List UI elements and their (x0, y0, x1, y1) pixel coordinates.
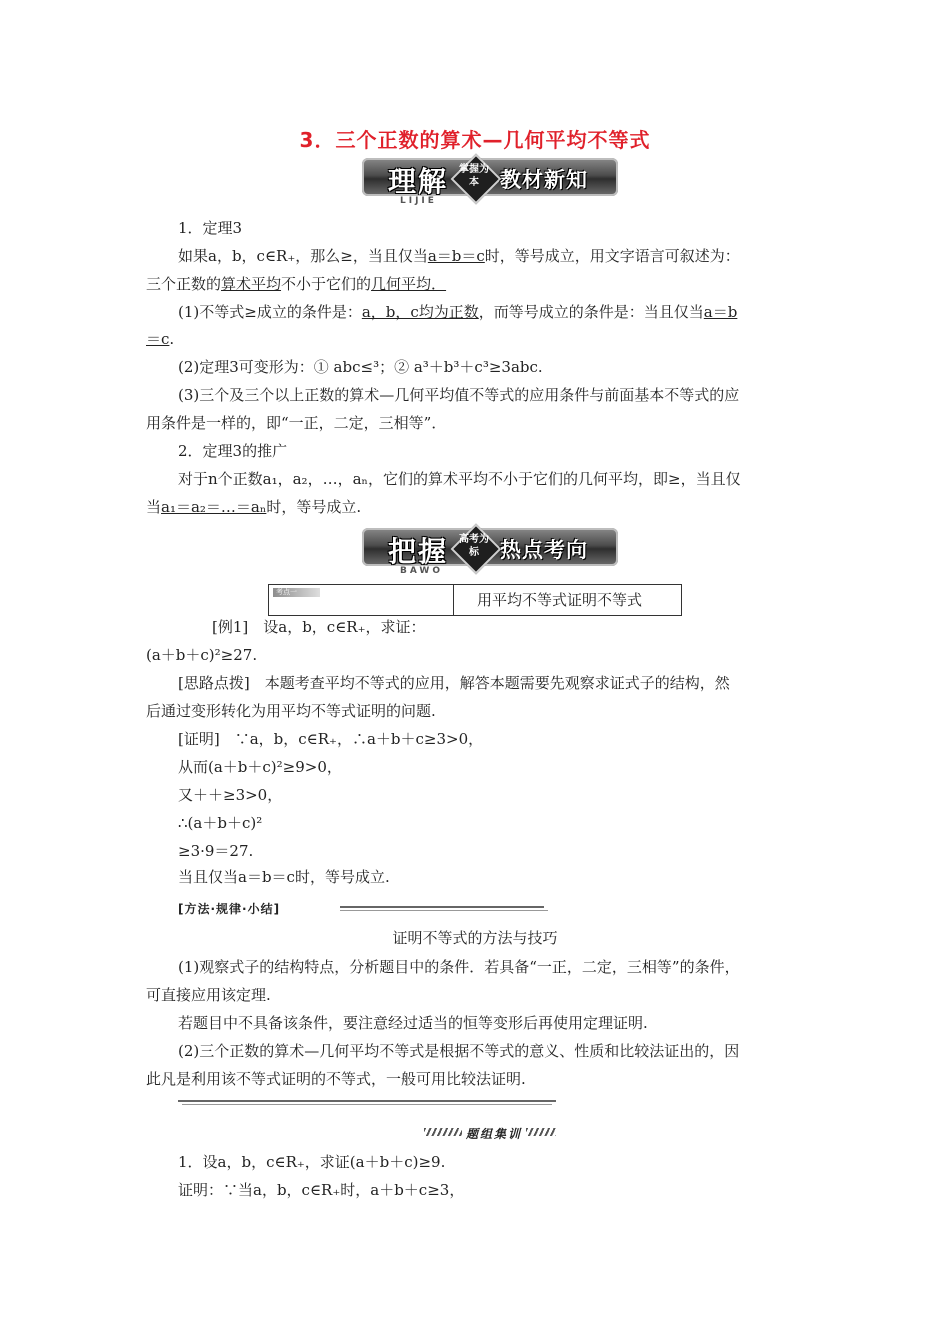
method-line: 若题目中不具备该条件，要注意经过适当的恒等变形后再使用定理证明. (178, 1014, 648, 1032)
text-line: (1)不等式≥成立的条件是：a，b，c均为正数，而等号成立的条件是：当且仅当a＝b (178, 303, 738, 321)
page-title: 3．三个正数的算术—几何平均不等式 (299, 128, 651, 152)
method-line: (2)三个正数的算术—几何平均不等式是根据不等式的意义、性质和比较法证出的，因 (178, 1042, 740, 1060)
kaodian-tag: 考点一 (273, 588, 320, 597)
proof-line: [证明] ∵a，b，c∈R₊，∴a＋b＋c≥3>0， (178, 730, 484, 748)
group-hatch-left (424, 1128, 462, 1136)
text-line: 当a₁＝a₂＝…＝aₙ时，等号成立. (146, 498, 362, 516)
proof-line: 从而(a＋b＋c)²≥9>0， (178, 758, 342, 776)
group-hatch-right (526, 1128, 556, 1136)
kaodian-divider (453, 585, 454, 615)
kaodian-box (268, 584, 682, 616)
example-prompt: [例1] 设a，b，c∈R₊，求证： (212, 618, 426, 636)
text-line: 对于n个正数a₁，a₂，…，aₙ，它们的算术平均不小于它们的几何平均，即≥，当且仅 (178, 470, 741, 488)
proof-line: ∴(a＋b＋c)² (178, 814, 263, 832)
method-line: 可直接应用该定理. (146, 986, 271, 1004)
method-top-rule (340, 906, 544, 908)
group-title: 题组集训 (466, 1127, 523, 1141)
example-statement: (a＋b＋c)²≥27. (146, 646, 258, 664)
text-line: (2)定理3可变形为：① abc≤³；② a³＋b³＋c³≥3abc. (178, 358, 543, 376)
text-line: (3)三个及三个以上正数的算术—几何平均值不等式的应用条件与前面基本不等式的应 (178, 386, 740, 404)
banner-small-text: 热点考向 (500, 538, 588, 562)
section-banner-lijie (362, 158, 618, 206)
banner-big-text: 理解 (388, 165, 449, 198)
text-line: 如果a，b，c∈R₊，那么≥，当且仅当a＝b＝c时，等号成立，用文字语言可叙述为： (178, 247, 740, 265)
method-line: 此凡是利用该不等式证明的不等式，一般可用比较法证明. (146, 1070, 526, 1088)
section-banner-bawo (362, 528, 618, 576)
text-line: ＝c. (146, 330, 175, 348)
banner-pinyin: LIJIE (400, 196, 437, 206)
banner-small-text: 教材新知 (500, 168, 588, 192)
exercise-line: 证明：∵当a，b，c∈R₊时，a＋b＋c≥3， (178, 1181, 465, 1199)
example-hint: [思路点拨] 本题考查平均不等式的应用，解答本题需要先观察求证式子的结构，然 (178, 674, 730, 692)
theorem-heading: 1．定理3 (178, 219, 243, 237)
proof-line: ≥3·9＝27. (178, 842, 254, 860)
theorem-extension-heading: 2．定理3的推广 (178, 442, 288, 460)
method-line: (1)观察式子的结构特点，分析题目中的条件．若具备“一正，二定，三相等”的条件， (178, 958, 740, 976)
banner-diamond-text: 高考为标 (459, 534, 489, 558)
text-line: 三个正数的算术平均不小于它们的几何平均． (146, 275, 447, 293)
exercise-line: 1．设a，b，c∈R₊，求证(a＋b＋c)≥9. (178, 1153, 446, 1171)
method-label: [方法·规律·小结] (178, 902, 281, 916)
method-top-rule-thin (340, 910, 548, 911)
banner-big-text: 把握 (388, 535, 449, 568)
method-heading: 证明不等式的方法与技巧 (392, 929, 558, 947)
kaodian-title: 用平均不等式证明不等式 (477, 591, 643, 609)
banner-diamond-text: 掌握为本 (459, 164, 489, 188)
text-line: 用条件是一样的，即“一正，二定，三相等”． (146, 414, 447, 432)
banner-pinyin: BAWO (400, 566, 443, 576)
method-bottom-rule-thin (182, 1104, 552, 1105)
method-bottom-rule (178, 1100, 556, 1102)
proof-line: 又＋＋≥3>0， (178, 786, 283, 804)
proof-line: 当且仅当a＝b＝c时，等号成立. (178, 868, 390, 886)
example-hint-cont: 后通过变形转化为用平均不等式证明的问题. (146, 702, 436, 720)
